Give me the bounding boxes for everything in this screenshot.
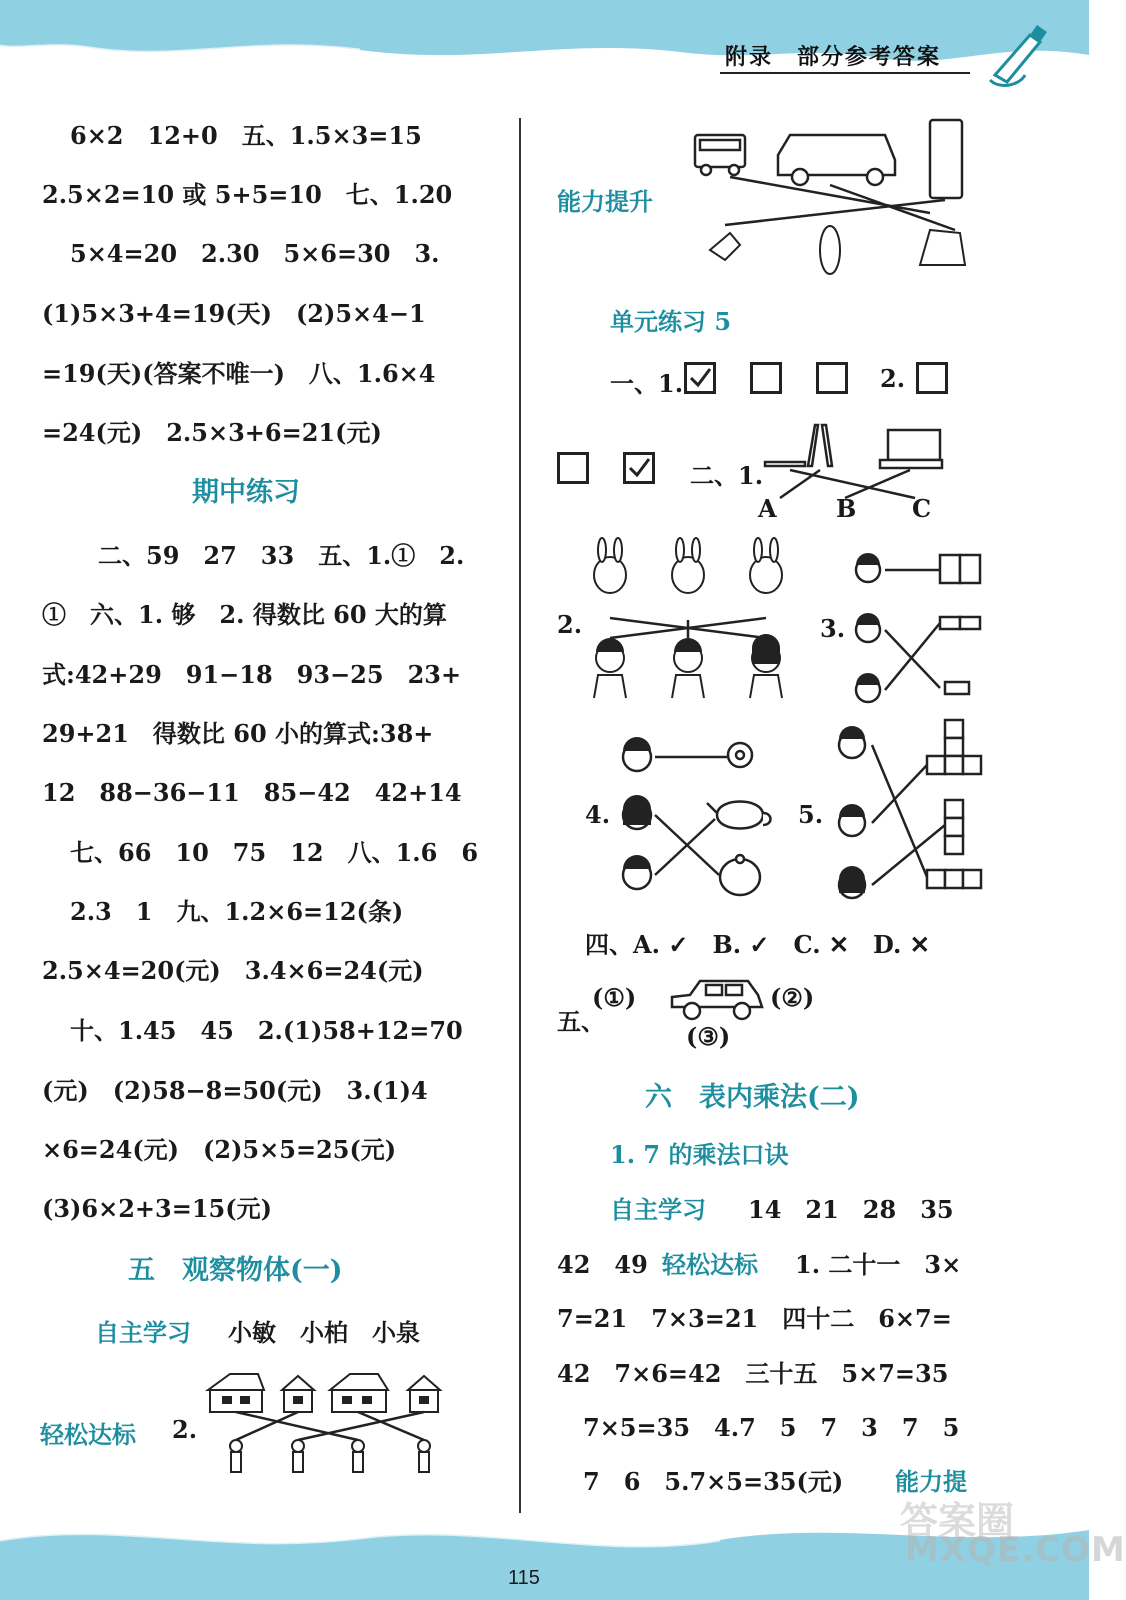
question-label: 五、: [557, 1007, 605, 1036]
empty-box: [750, 362, 782, 394]
zizhu-answers: 小敏 小柏 小泉: [228, 1318, 420, 1347]
answer-line: =24(元) 2.5×3+6=21(元): [42, 418, 382, 447]
nengli-label: 能力提: [895, 1467, 967, 1496]
answer-line: 6×2 12+0 五、1.5×3=15: [70, 121, 422, 150]
answer-line: ① 六、1. 够 2. 得数比 60 大的算: [42, 600, 447, 629]
zizhu-label: 自主学习: [610, 1195, 706, 1224]
circle-answer: (③): [686, 1022, 731, 1051]
question-label: 4.: [585, 800, 611, 829]
answer-line: 7=21 7×3=21 四十二 6×7=: [557, 1304, 952, 1333]
option-label: B: [836, 494, 857, 523]
answer-line: 29+21 得数比 60 小的算式:38+: [42, 719, 434, 748]
q-four-answers: 四、A. ✓ B. ✓ C. ✕ D. ✕: [585, 930, 930, 959]
question-label: 一、1.: [610, 369, 684, 398]
page-number: 115: [498, 1563, 550, 1593]
unit-practice-heading: 单元练习 5: [610, 307, 732, 336]
jeep-icon: [668, 975, 766, 1025]
teapot-views-figure: [615, 735, 775, 900]
header-title: 附录 部分参考答案: [725, 44, 942, 70]
checked-box: [623, 452, 655, 484]
question-label: 二、1.: [690, 461, 764, 490]
answer-line: 42 49: [557, 1250, 648, 1279]
blocks-views-figure-3: [850, 545, 990, 705]
header-rule: [720, 72, 970, 74]
pen-icon: [985, 20, 1055, 90]
rabbits-children-figure: [580, 540, 800, 700]
answer-line: (1)5×3+4=19(天) (2)5×4−1: [42, 299, 426, 328]
answer-line: 二、59 27 33 五、1.① 2.: [98, 541, 465, 570]
laptop-views-figure: [760, 420, 950, 500]
answer-line: 1. 二十一 3×: [795, 1250, 962, 1279]
houses-matching-figure: [200, 1370, 460, 1495]
zizhu-label: 自主学习: [95, 1318, 191, 1347]
empty-box: [816, 362, 848, 394]
watermark-logo: 答案圈: [900, 1499, 1015, 1543]
empty-box: [557, 452, 589, 484]
answer-line: 5×4=20 2.30 5×6=30 3.: [70, 239, 440, 268]
empty-box: [916, 362, 948, 394]
option-label: A: [758, 494, 777, 523]
answer-line: 42 7×6=42 三十五 5×7=35: [557, 1359, 949, 1388]
zizhu-answers: 14 21 28 35: [748, 1195, 954, 1224]
midterm-heading: 期中练习: [192, 477, 300, 508]
lesson-heading: 1. 7 的乘法口诀: [610, 1140, 789, 1169]
qingsong-label: 轻松达标: [662, 1250, 758, 1279]
answer-line: 十、1.45 45 2.(1)58+12=70: [70, 1016, 463, 1045]
checked-box: [684, 362, 716, 394]
nengli-label: 能力提升: [557, 187, 653, 216]
watermark-text: MXQE.COM: [905, 1530, 1126, 1570]
answer-line: 2.5×4=20(元) 3.4×6=24(元): [42, 956, 424, 985]
answer-line: 12 88−36−11 85−42 42+14: [42, 778, 462, 807]
answer-line: 七、66 10 75 12 八、1.6 6: [70, 838, 479, 867]
unit5-heading: 五 观察物体(一): [128, 1255, 343, 1286]
answer-line: 7 6 5.7×5=35(元): [583, 1467, 844, 1496]
circle-answer: (①): [592, 983, 637, 1012]
question-number: 2.: [172, 1415, 198, 1444]
question-label: 3.: [820, 614, 846, 643]
blocks-views-figure-5: [830, 715, 990, 910]
answer-line: 式:42+29 91−18 93−25 23+: [42, 660, 462, 689]
answer-line: (元) (2)58−8=50(元) 3.(1)4: [42, 1076, 428, 1105]
answer-line: 2.3 1 九、1.2×6=12(条): [70, 897, 404, 926]
option-label: C: [912, 494, 932, 523]
answer-line: (3)6×2+3=15(元): [42, 1194, 272, 1223]
answer-line: ×6=24(元) (2)5×5=25(元): [42, 1135, 397, 1164]
answer-line: 2.5×2=10 或 5+5=10 七、1.20: [42, 180, 453, 209]
qingsong-label: 轻松达标: [40, 1420, 136, 1449]
question-label: 2.: [880, 364, 906, 393]
column-divider: [519, 118, 521, 1513]
circle-answer: (②): [770, 983, 815, 1012]
question-label: 2.: [557, 610, 583, 639]
vehicles-animals-figure: [690, 115, 980, 285]
answer-line: 7×5=35 4.7 5 7 3 7 5: [583, 1413, 960, 1442]
question-label: 5.: [798, 800, 824, 829]
chapter6-heading: 六 表内乘法(二): [645, 1082, 860, 1113]
answer-line: =19(天)(答案不唯一) 八、1.6×4: [42, 359, 436, 388]
